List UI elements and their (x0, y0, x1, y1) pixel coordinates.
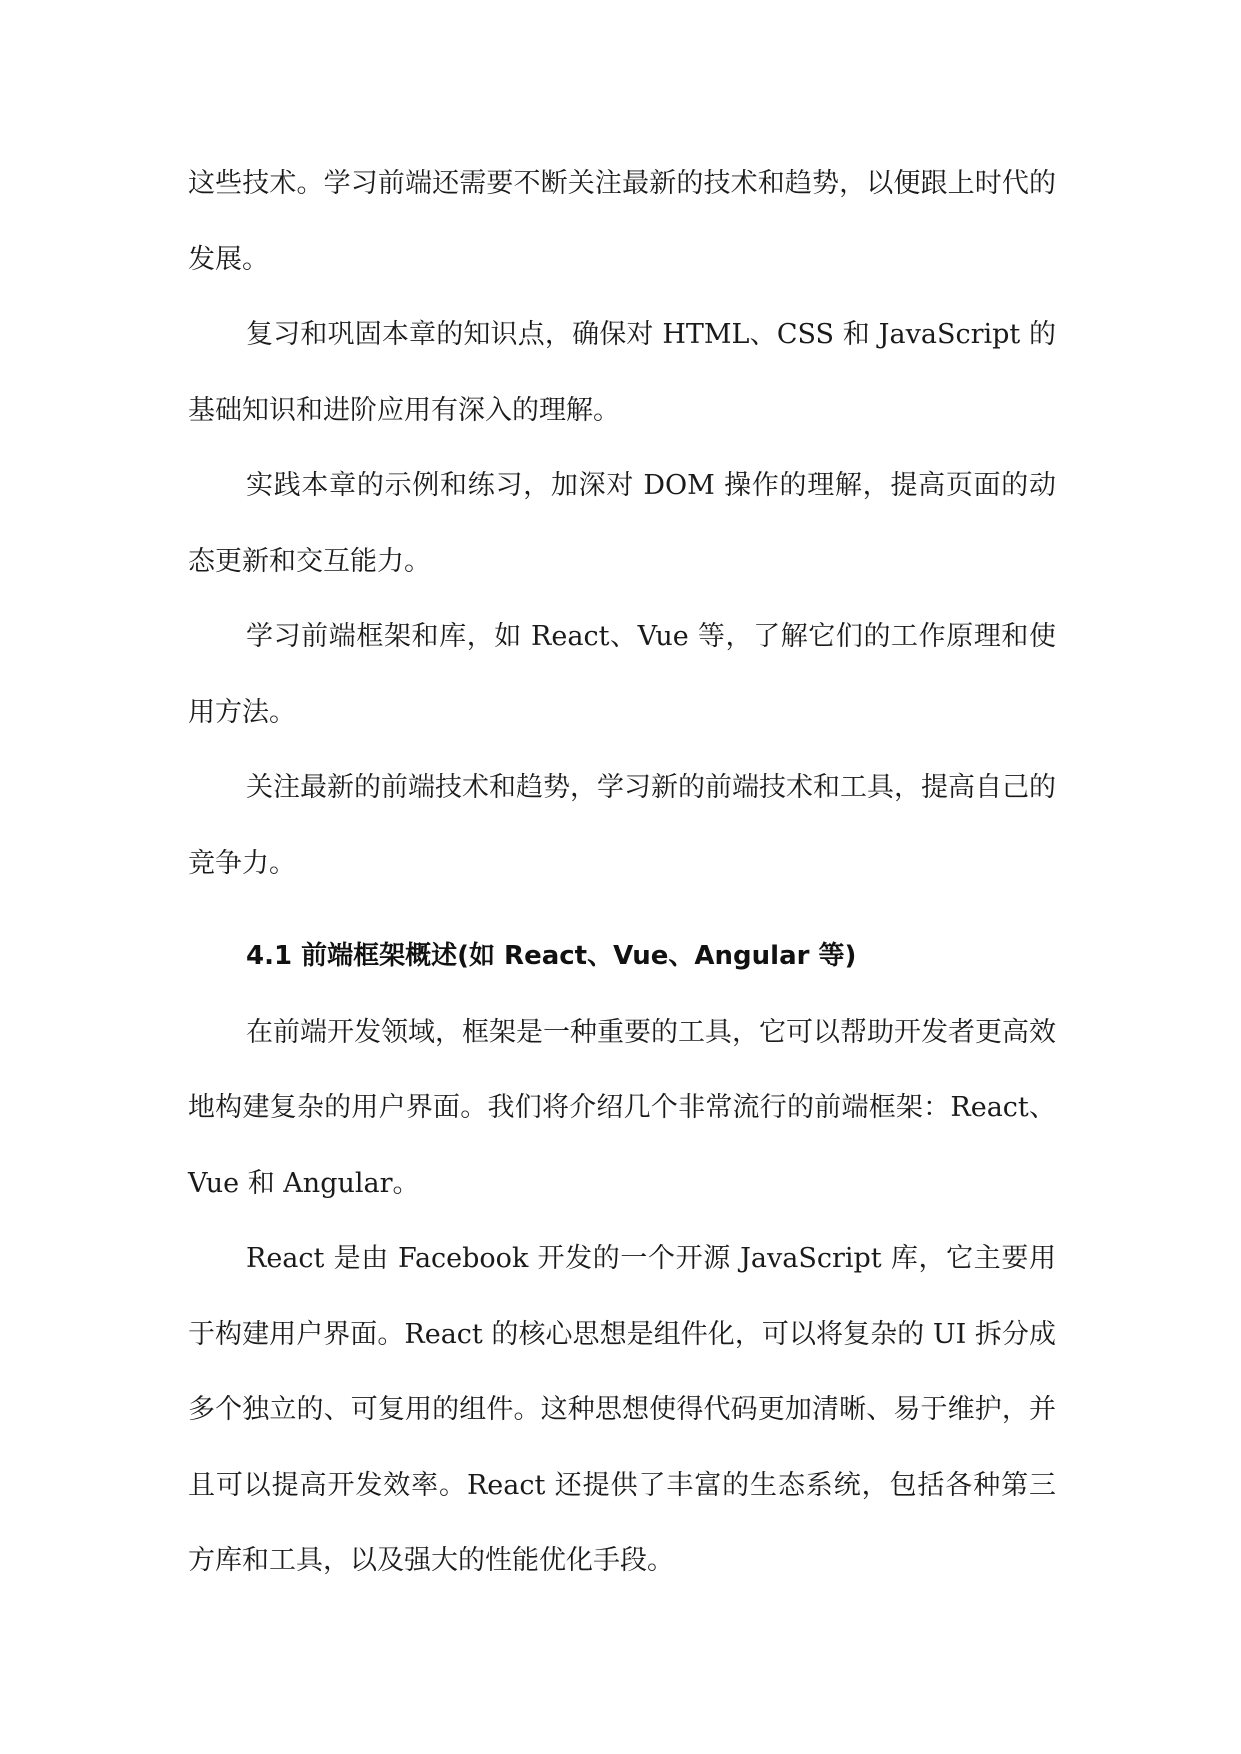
section-heading: 4.1 前端框架概述(如 React、Vue、Angular 等) (246, 941, 857, 971)
paragraph: 这些技术。学习前端还需要不断关注最新的技术和趋势，以便跟上时代的发展。 (188, 168, 1056, 275)
paragraph: 复习和巩固本章的知识点，确保对 HTML、CSS 和 JavaScript 的基础知识和进阶应用有深入的理解。 (188, 319, 1056, 426)
paragraph: 实践本章的示例和练习，加深对 DOM 操作的理解，提高页面的动态更新和交互能力。 (188, 470, 1056, 577)
paragraph: 学习前端框架和库，如 React、Vue 等，了解它们的工作原理和使用方法。 (188, 621, 1056, 728)
paragraph: 在前端开发领域，框架是一种重要的工具，它可以帮助开发者更高效地构建复杂的用户界面。我们将介绍几个非常流行的前端框架：React、Vue 和 Angular。 (188, 1016, 1056, 1199)
paragraph: React 是由 Facebook 开发的一个开源 JavaScript 库，它主要用于构建用户界面。React 的核心思想是组件化，可以将复杂的 UI 拆分成多个独立的、可复用的组件。这种思想使得代码更加清晰、易于维护，并且可以提高开发效率。React 还提供了丰富的生态系统，包括各种第三方库和工具，以及强大的性能优化手段。 (188, 1243, 1056, 1576)
document-body (188, 146, 1056, 1599)
paragraph: 关注最新的前端技术和趋势，学习新的前端技术和工具，提高自己的竞争力。 (188, 772, 1056, 879)
